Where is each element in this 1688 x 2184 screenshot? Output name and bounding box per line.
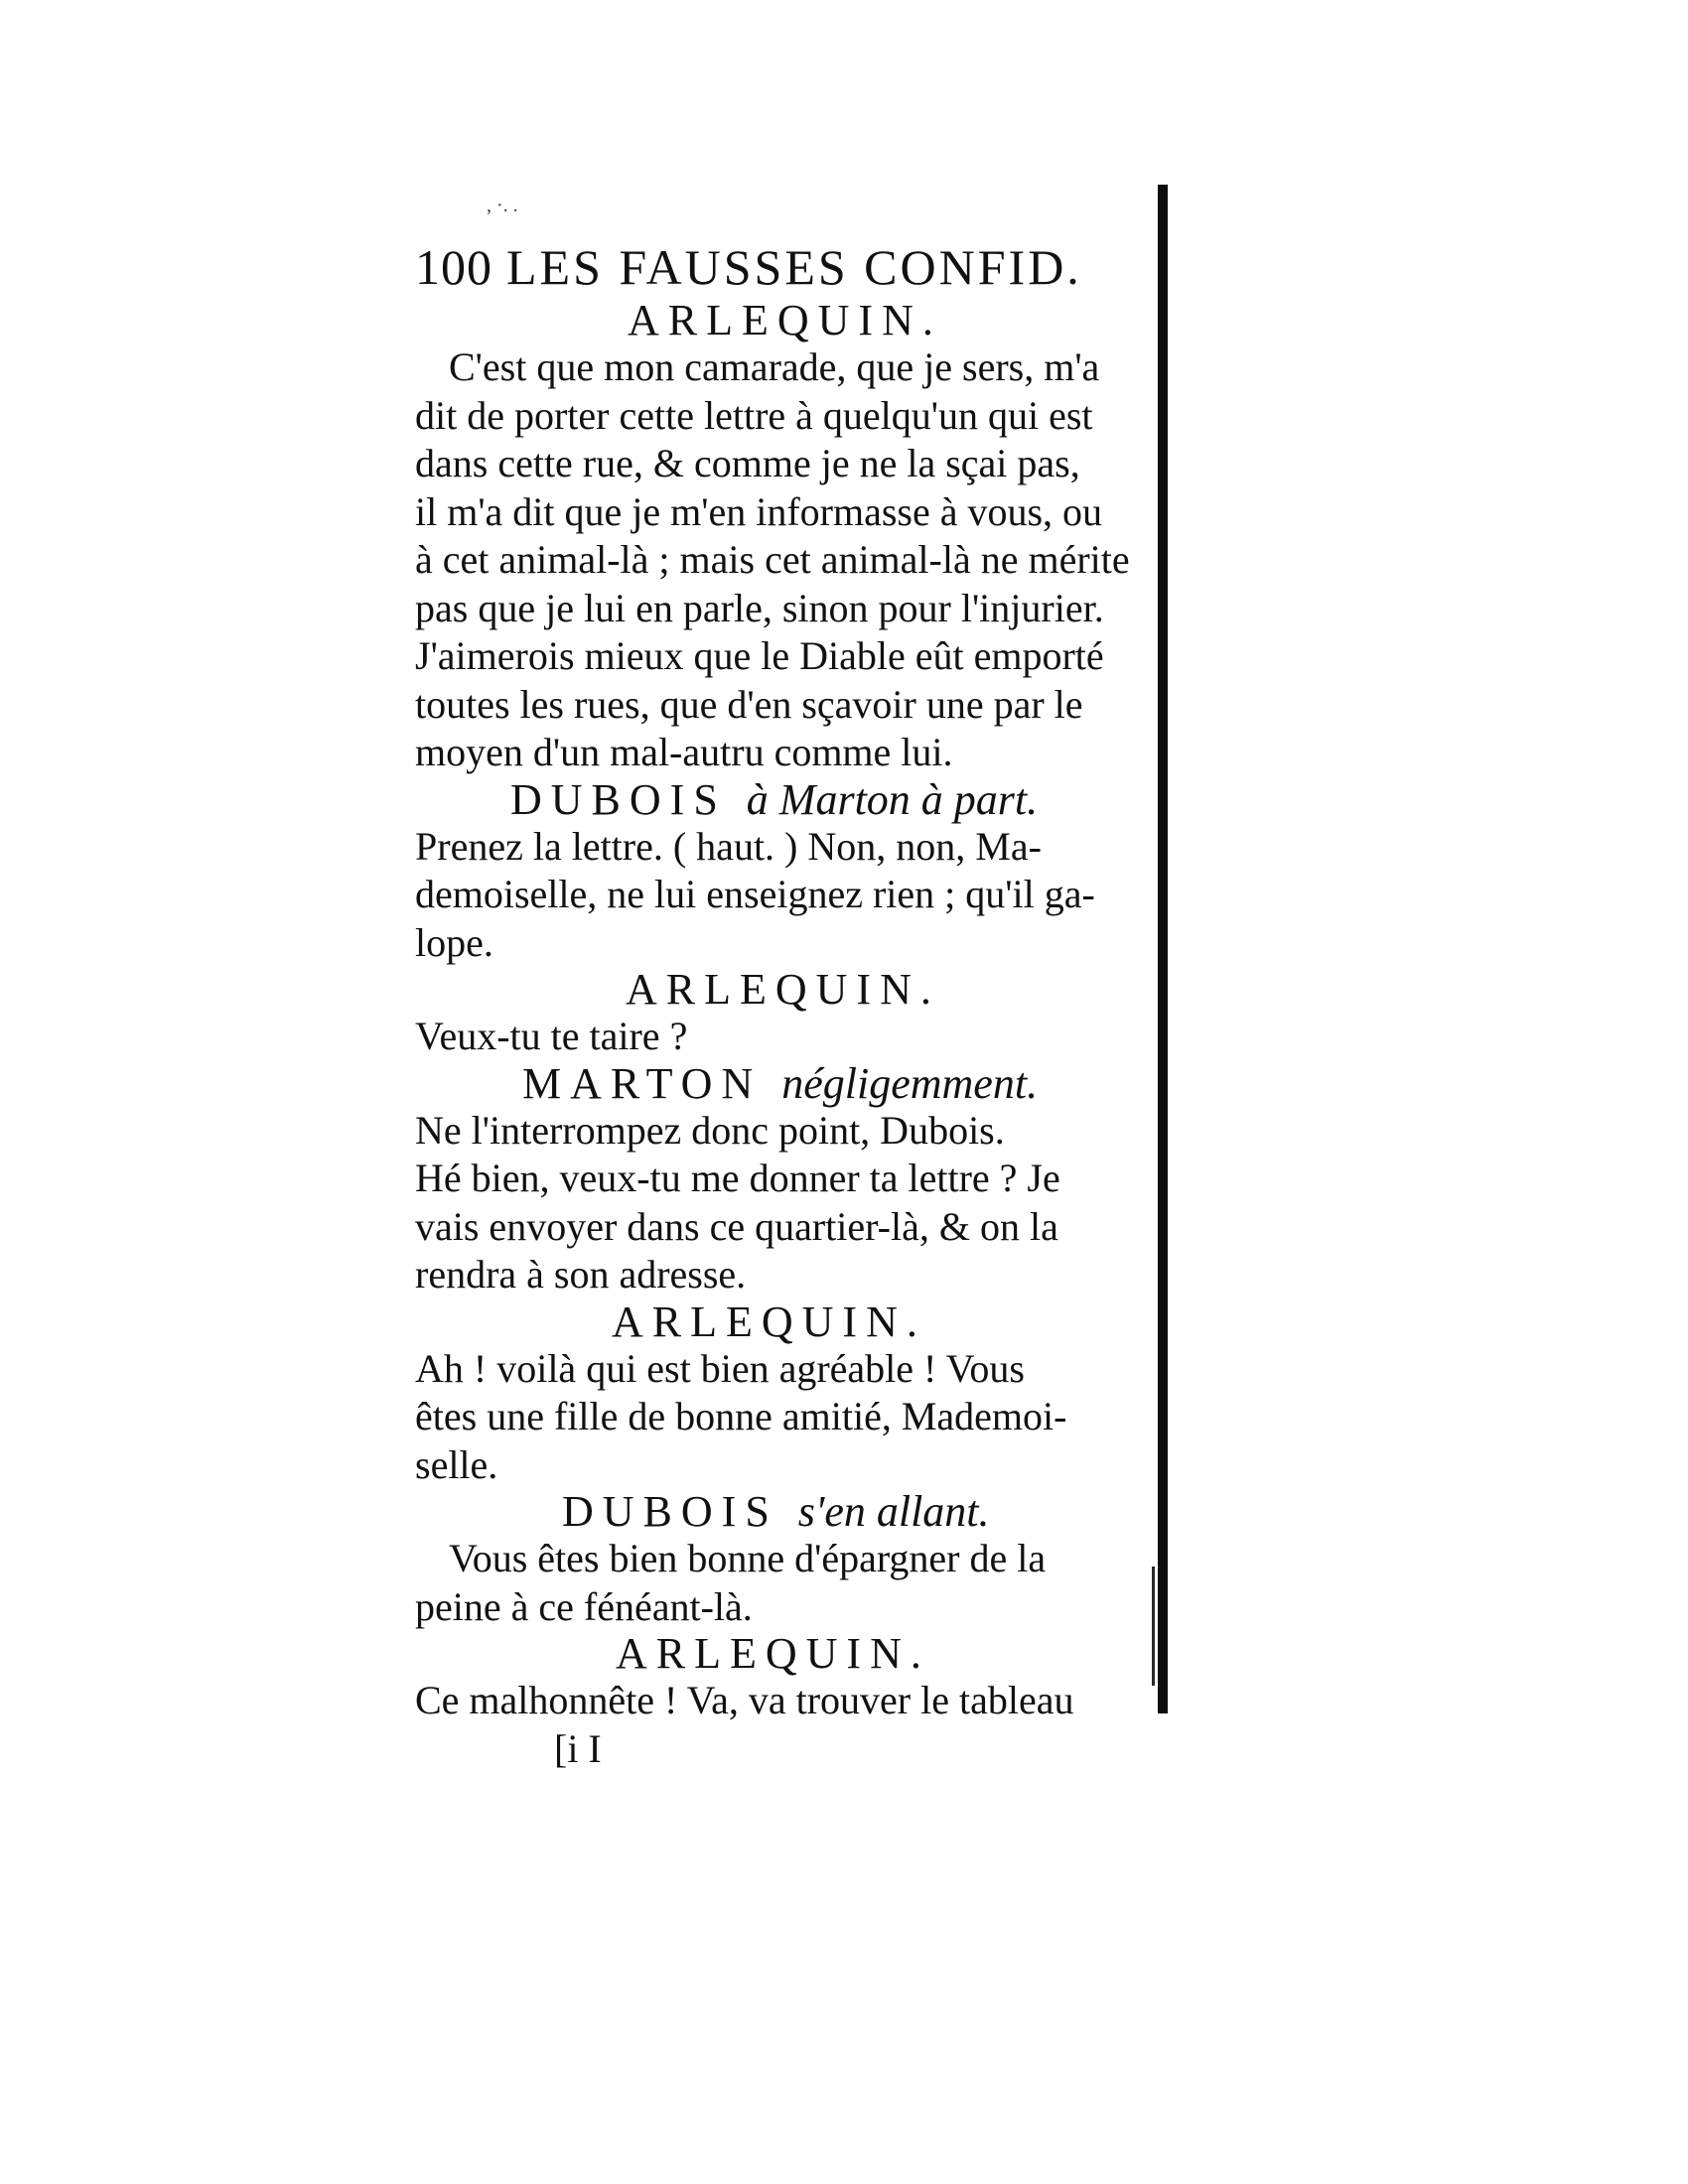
stage-direction: à Marton à part. [746, 774, 1039, 824]
speaker-name: ARLEQUIN. [612, 1297, 926, 1346]
text-line: il m'a dit que je m'en informasse à vous, ou [415, 488, 1103, 534]
text-line: Ne l'interrompez donc point, Dubois. [415, 1107, 1005, 1153]
page-edge-shadow-thin [1152, 1567, 1155, 1686]
page-edge-shadow [1158, 185, 1168, 1713]
text-line: demoiselle, ne lui enseignez rien ; qu'il ga- [415, 872, 1095, 916]
text-line: dit de porter cette lettre à quelqu'un qui est [415, 392, 1093, 438]
running-title: LES FAUSSES CONFID. [506, 239, 1082, 295]
speaker-name: ARLEQUIN. [616, 1629, 930, 1678]
text-line: peine à ce fénéant-là. [415, 1583, 753, 1629]
speaker-name: ARLEQUIN. [628, 296, 942, 344]
text-line: lope. [415, 919, 493, 965]
text-line: Veux-tu te taire ? [415, 1014, 688, 1058]
text-line: Ce malhonnête ! Va, va trouver le tableau [415, 1678, 1074, 1722]
dialogue-block [415, 1299, 1130, 1490]
text-line: pas que je lui en parle, sinon pour l'injurier. [415, 585, 1104, 630]
text-line: Ah ! voilà qui est bien agréable ! Vous [415, 1345, 1025, 1391]
stage-direction: s'en allant. [797, 1487, 990, 1536]
dialogue-block [415, 1631, 1130, 1725]
margin-mark: , ·. . [487, 195, 518, 216]
text-line: vais envoyer dans ce quartier-là, & on la [415, 1203, 1058, 1249]
text-line: Prenez la lettre. ( haut. ) Non, non, Ma- [415, 823, 1042, 869]
dialogue-block [415, 298, 1130, 777]
speaker-name: DUBOIS s'en allant. [562, 1487, 990, 1536]
page-number: 100 [415, 239, 492, 295]
text-line: dans cette rue, & comme je ne la sçai pas, [415, 441, 1080, 485]
catchword: [i I [554, 1725, 602, 1771]
dialogue-block [415, 774, 1130, 968]
text-line: Hé bien, veux-tu me donner ta lettre ? Je [415, 1156, 1060, 1200]
dialogue-block [415, 967, 1130, 1061]
text-line: à cet animal-là ; mais cet animal-là ne mérite [415, 537, 1130, 582]
text-line: toutes les rues, que d'en sçavoir une par le [415, 681, 1083, 727]
text-line: rendra à son adresse. [415, 1252, 747, 1297]
text-line: êtes une fille de bonne amitié, Mademoi- [415, 1394, 1067, 1438]
speaker-name: DUBOIS à Marton à part. [510, 774, 1039, 824]
dialogue-block [415, 1489, 1130, 1631]
stage-direction: négligemment. [781, 1058, 1039, 1108]
speaker-name: MARTON négligemment. [522, 1058, 1039, 1108]
dialogue-block [415, 1058, 1130, 1299]
text-line: J'aimerois mieux que le Diable eût emporté [415, 633, 1104, 678]
text-block [415, 236, 1130, 1773]
speaker-name: ARLEQUIN. [626, 965, 940, 1014]
text-line: C'est que mon camarade, que je sers, m'a [449, 344, 1100, 389]
text-line: moyen d'un mal-autru comme lui. [415, 730, 953, 774]
text-line: Vous êtes bien bonne d'épargner de la [449, 1536, 1047, 1580]
text-line: selle. [415, 1441, 498, 1487]
page-header [415, 236, 1130, 298]
